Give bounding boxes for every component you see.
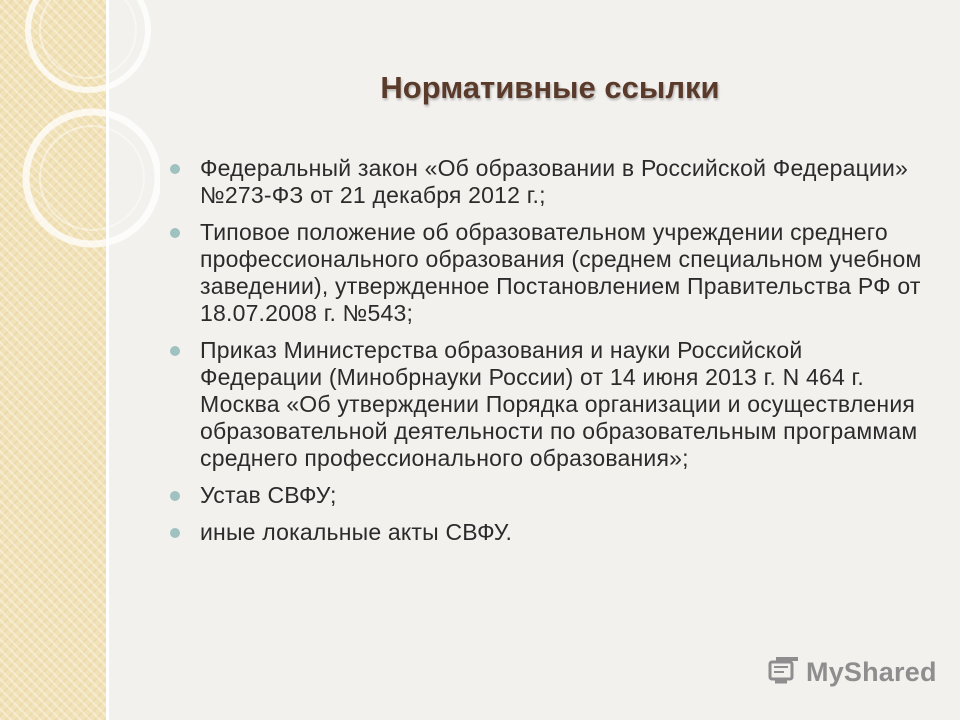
bullet-icon [170, 528, 180, 538]
list-item [170, 155, 930, 209]
bullet-icon [170, 491, 180, 501]
slide-title: Нормативные ссылки [380, 70, 720, 105]
bullet-icon [170, 346, 180, 356]
list-item [170, 337, 930, 472]
references-list [170, 155, 930, 556]
list-item [170, 482, 930, 509]
list-item-text: иные локальные акты СВФУ. [200, 519, 513, 545]
myshared-logo-icon [768, 656, 800, 688]
watermark-text: MyShared [806, 656, 937, 687]
list-item-text: Приказ Министерства образования и науки Российской Федерации (Минобрнауки России) от 14 июня 2013 г. N 464 г. Москва «Об утверждении Порядка организации и осуществления образовательной деятельности по образовательным программам среднего профессионального образования»; [200, 337, 918, 471]
list-item-text: Типовое положение об образовательном учреждении среднего профессионального образования (среднем специальном учебном заведении), утвержденное Постановлением Правительства РФ от 18.07.2008 г. №543; [200, 219, 922, 326]
list-item [170, 219, 930, 327]
watermark [768, 656, 937, 688]
bullet-icon [170, 164, 180, 174]
list-item-text: Федеральный закон «Об образовании в Российской Федерации» №273-ФЗ от 21 декабря 2012 г.; [200, 155, 909, 208]
list-item [170, 519, 930, 546]
list-item-text: Устав СВФУ; [200, 482, 337, 508]
decorative-circles [0, 0, 160, 320]
bullet-icon [170, 228, 180, 238]
